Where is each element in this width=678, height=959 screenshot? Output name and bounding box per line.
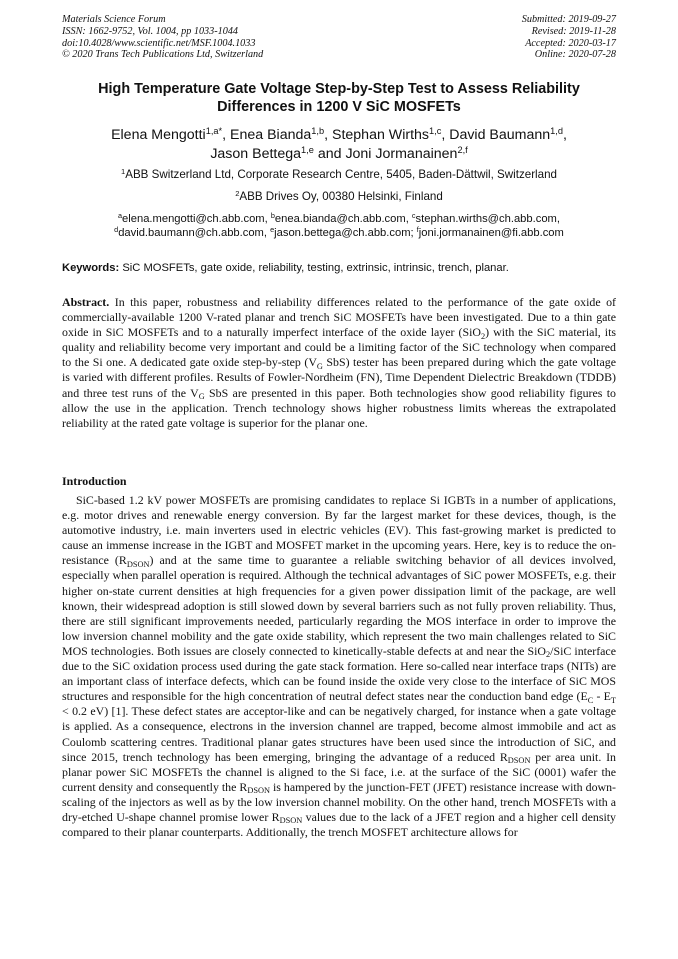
journal-header <box>62 14 616 64</box>
email-mark: d <box>114 225 119 235</box>
subscript: DSON <box>247 786 271 796</box>
affiliation-mark: 2 <box>235 189 240 199</box>
author-emails: $^a$elena.mengotti@ch.abb.com, $^b$enea.bianda@ch.abb.com, $^c$stephan.wirths@ch.abb.com, $^d$david.baumann@ch.abb.com, $^e$jason.bettega@ch.abb.com; $^f$joni.jormanainen@fi.abb.com <box>114 211 564 239</box>
date-submitted: Submitted: 2019-09-27 <box>521 14 616 25</box>
author-name: Enea Bianda <box>230 127 312 143</box>
email-address: stephan.wirths@ch.abb.com <box>415 213 557 225</box>
abstract <box>62 295 616 431</box>
subscript: G <box>198 392 205 402</box>
author-name: David Baumann <box>449 127 551 143</box>
body-text: SiC-based 1.2 kV power MOSFETs are promising candidates to replace Si IGBTs in a number of applications, e.g. motor drives and renewable energy conversion. By far the largest market for these devices, though, is the automotive industry, i.e. main inverters used in electric vehicles (EV). This fast-growing market is predicted to cause an immense increase in the IGBT and MOSFET market in the upcoming years. Here, key is to reduce the on-resistance (R <box>62 493 616 568</box>
affiliation-2 <box>40 190 638 204</box>
submission-dates <box>522 14 616 61</box>
section-heading-introduction: Introduction <box>62 474 127 488</box>
paper-title <box>40 80 638 116</box>
date-online: Online: 2020-07-28 <box>534 49 616 61</box>
email-mark: c <box>411 211 416 221</box>
date-revised: Revised: 2019-11-28 <box>531 25 616 37</box>
abstract-text: SbS are presented in this paper. Both technologies show good reliability figures to allow the use in the application. Trench technology shows higher robustness limits whereas the extrapolated reliability at the rated gate voltage is superior for the planar one. <box>62 385 616 430</box>
body-text: is hampered by the junction-FET (JFET) resistance increase with down-scaling of the injectors as well as by the low inversion channel mobility. On the other hand, trench MOSFETs with a dry-etched U-shape channel promise lower R <box>62 779 616 824</box>
affiliation-mark: 1 <box>121 167 126 177</box>
email-address: david.baumann@ch.abb.com <box>118 226 264 239</box>
email-mark: e <box>270 225 275 235</box>
authors-conjunction: and <box>317 145 342 162</box>
author-name: Stephan Wirths <box>332 127 429 143</box>
author-name: Elena Mengotti <box>111 127 206 143</box>
body-text: - E <box>593 689 611 704</box>
author-list: Elena Mengotti$^{1,a*}$, Enea Bianda$^{1,b}$, Stephan Wirths$^{1,c}$, David Baumann$^{1,d}$, Jason Bettega$^{1,e}$ and Joni Jormanainen$^{2,f}$ <box>111 126 567 162</box>
author-affiliation-mark: 1,d <box>550 126 563 137</box>
journal-doi: doi:10.4028/www.scientific.net/MSF.1004.1033 <box>62 37 256 49</box>
journal-copyright: © 2020 Trans Tech Publications Ltd, Switzerland <box>62 49 264 61</box>
introduction-paragraph <box>62 493 616 840</box>
subscript: DSON <box>279 816 303 826</box>
keywords-text: SiC MOSFETs, gate oxide, reliability, testing, extrinsic, intrinsic, trench, planar. <box>122 262 509 274</box>
email-address: jason.bettega@ch.abb.com <box>274 226 411 239</box>
email-address: elena.mengotti@ch.abb.com <box>122 213 265 225</box>
abstract-text: In this paper, robustness and reliability differences related to the performance of the gate oxide of commercially-available 1200 V-rated planar and trench SiC MOSFETs have been investigated. Due to a thin gate oxide in SiC MOSFETs and to a naturally imperfect interface of the oxide layer (SiO <box>62 295 616 340</box>
subscript: 2 <box>546 650 551 660</box>
email-mark: f <box>416 225 419 235</box>
body-text: per area unit. In planar power SiC MOSFETs the channel is aligned to the Si face, i.e. at the surface of the SiC (0001) wafer the current density and consequently the R <box>62 749 616 794</box>
email-address: joni.jormanainen@fi.abb.com <box>418 226 564 239</box>
author-affiliation-mark: 1,a* <box>205 126 223 137</box>
journal-name: Materials Science Forum <box>62 14 166 25</box>
keywords-label: Keywords: <box>62 262 120 274</box>
date-accepted: Accepted: 2020-03-17 <box>525 37 616 49</box>
subscript: DSON <box>507 756 531 766</box>
affiliation-text: ABB Switzerland Ltd, Corporate Research Centre, 5405, Baden-Dättwil, Switzerland <box>125 168 557 181</box>
abstract-text: ) with the SiC material, its quality and reliability become very important and could be a limiting factor of the SiC technology when compared to the Si one. A dedicated gate oxide step-by-step (V <box>62 325 616 370</box>
body-text: < 0.2 eV) [1]. These defect states are acceptor-like and can be negatively charged, for instance when a gate voltage is applied. As a consequence, electrons in the inversion channel are trapped, become almost immobile and act as Coulomb scattering centres. Traditional planar gates structures have been used since the introduction of SiC, and since 2015, trench technology has been emerging, bringing the advantage of a reduced R <box>62 704 616 764</box>
email-address: enea.bianda@ch.abb.com <box>274 213 406 225</box>
email-mark: b <box>270 211 275 221</box>
author-affiliation-mark: 2,f <box>457 144 468 155</box>
author-affiliation-mark: 1,e <box>301 144 314 155</box>
paper-title-line-1: High Temperature Gate Voltage Step-by-Step Test to Assess Reliability <box>98 81 580 97</box>
author-name: Jason Bettega <box>210 145 302 162</box>
introduction-body <box>62 493 616 840</box>
affiliation-text: ABB Drives Oy, 00380 Helsinki, Finland <box>239 190 443 203</box>
affiliation-1 <box>40 168 638 182</box>
subscript: 2 <box>480 331 486 341</box>
journal-issn: ISSN: 1662-9752, Vol. 1004, pp 1033-1044 <box>62 25 239 37</box>
subscript: DSON <box>126 559 150 569</box>
abstract-label: Abstract. <box>62 295 110 309</box>
body-text: ) and at the same time to guarantee a reliable switching behavior of all devices involved, especially when parallel operation is required. Although the technical advantages of SiC power MOSFETs, e.g. their higher on-state current densities at high frequencies for a given power dissipation limit of the package, are well known, their widespread adoption is still slowed down by several barriers such as not fully proven reliability. Thus, there are still significant improvements needed, particularly regarding the MOS interface in order to improve the low inversion channel mobility and the gate oxide stability, which represent the two main challenges related to SiC MOS technologies. Both issues are closely connected to kinetically-stable defects at and near the SiO <box>62 553 616 658</box>
subscript: T <box>610 695 617 705</box>
paper-title-line-2: Differences in 1200 V SiC MOSFETs <box>217 99 461 115</box>
body-text: /SiC interface due to the SiC oxidation process used during the gate stack formation. Here so-called near interface traps (NITs) are an important class of interface defects, which can be found inside the oxide very close to the interface of SiC MOS structures and responsible for the high concentration of neutral defect states near the conduction band edge (E <box>62 643 616 704</box>
journal-info <box>62 14 263 61</box>
subscript: G <box>316 361 323 371</box>
author-affiliation-mark: 1,b <box>311 126 325 137</box>
email-mark: a <box>118 211 123 221</box>
body-text: values due to the lack of a JFET region and a higher cell density compared to their planar counterparts. Additionally, the trench MOSFET architecture allows for <box>62 809 617 840</box>
author-affiliation-mark: 1,c <box>429 126 442 137</box>
subscript: C <box>587 695 594 705</box>
author-name: Joni Jormanainen <box>345 145 458 162</box>
abstract-text: SbS) tester has been prepared during which the gate voltage is varied with different profiles. Results of Fowler-Nordheim (FN), Time Dependent Dielectric Breakdown (TDDB) and three test runs of the V <box>62 355 616 400</box>
keywords <box>62 261 616 275</box>
